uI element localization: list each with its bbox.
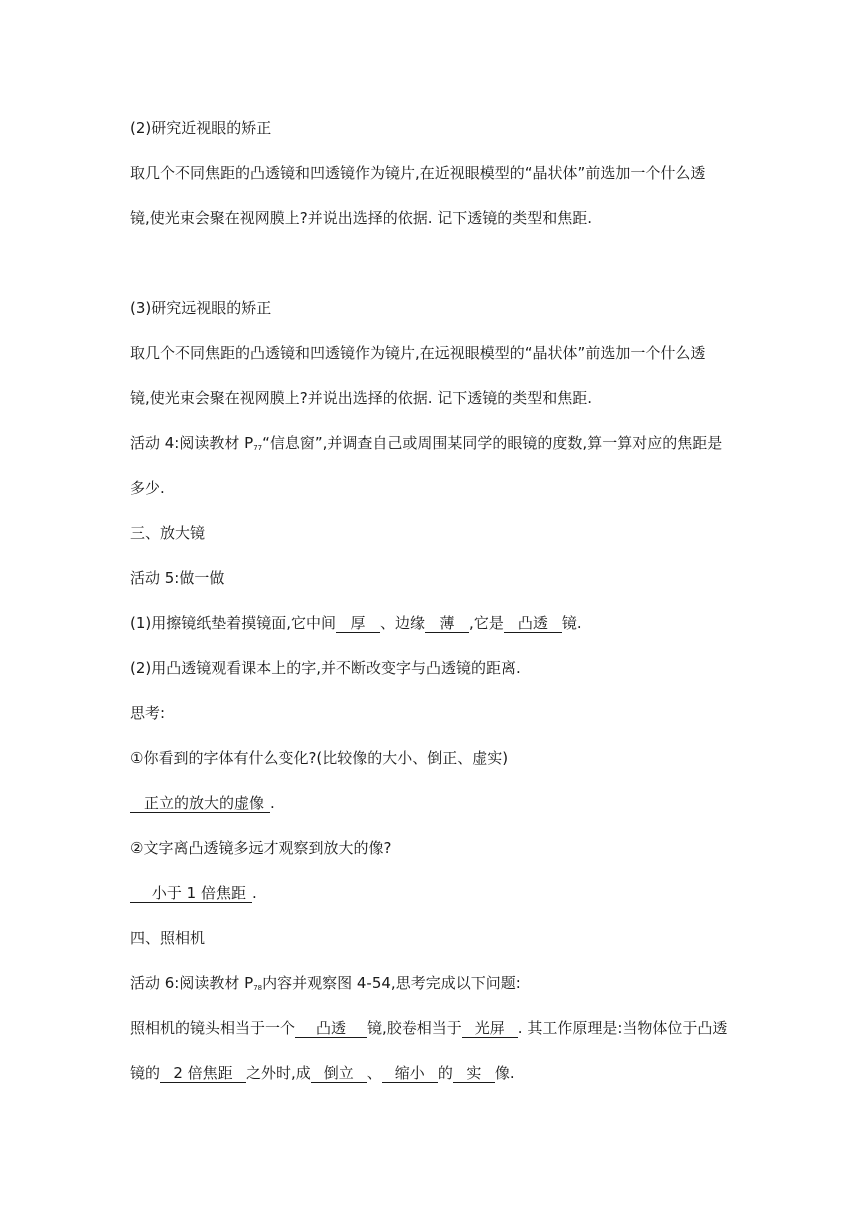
activity-6-page-number: 78	[253, 984, 263, 992]
section-3-line-2: 镜,使光束会聚在视网膜上?并说出选择的依据. 记下透镜的类型和焦距.	[130, 389, 593, 407]
a6-text-l2b: 之外时,成	[246, 1064, 311, 1082]
answer-blank-virtual-image: 正立的放大的虚像	[130, 794, 270, 813]
a6-text-l2d: 的	[437, 1064, 453, 1082]
think-question-2: ②文字离凸透镜多远才观察到放大的像?	[130, 839, 392, 857]
section-2-line-1: 取几个不同焦距的凸透镜和凹透镜作为镜片,在近视眼模型的“晶状体”前选加一个什么透	[130, 164, 706, 182]
q1-text-b: 、边缘	[380, 614, 426, 632]
heading-camera: 四、照相机	[130, 929, 206, 947]
a6-text-l2e: 像.	[494, 1064, 515, 1082]
answer-blank-real: 实	[453, 1064, 495, 1083]
activity-6-line-3	[130, 1063, 515, 1083]
q1-text-c: ,它是	[469, 614, 504, 632]
activity-5-title: 活动 5:做一做	[130, 569, 225, 587]
a6-text-l1b: 镜,胶卷相当于	[367, 1019, 462, 1037]
answer-blank-reduced: 缩小	[382, 1064, 438, 1083]
answer-blank-thick: 厚	[336, 614, 380, 633]
activity-5-question-1	[130, 613, 582, 633]
think-answer-2-line	[130, 883, 257, 903]
section-2-title: (2)研究近视眼的矫正	[130, 119, 272, 137]
activity-4-line-2: 多少.	[130, 479, 165, 497]
answer-blank-twice-focal: 2 倍焦距	[160, 1064, 246, 1083]
activity-6-line-1	[130, 973, 521, 998]
q1-text-a: (1)用擦镜纸垫着摸镜面,它中间	[130, 614, 337, 632]
heading-magnifier: 三、放大镜	[130, 524, 206, 542]
answer-blank-lens: 凸透	[295, 1019, 367, 1038]
think-question-1: ①你看到的字体有什么变化?(比较像的大小、倒正、虚实)	[130, 749, 509, 767]
period: .	[270, 794, 275, 812]
activity-5-question-2: (2)用凸透镜观看课本上的字,并不断改变字与凸透镜的距离.	[130, 659, 521, 677]
activity-4-line-1	[130, 433, 722, 458]
section-2-line-2: 镜,使光束会聚在视网膜上?并说出选择的依据. 记下透镜的类型和焦距.	[130, 209, 593, 227]
activity-6-line-2	[130, 1018, 727, 1038]
answer-blank-thin: 薄	[425, 614, 469, 633]
q1-text-d: 镜.	[561, 614, 582, 632]
section-3-line-1: 取几个不同焦距的凸透镜和凹透镜作为镜片,在远视眼模型的“晶状体”前选加一个什么透	[130, 344, 706, 362]
activity-6-text-a: 活动 6:阅读教材 P	[130, 974, 254, 992]
think-answer-1-line	[130, 793, 275, 813]
period: .	[252, 884, 257, 902]
answer-blank-convex: 凸透	[504, 614, 562, 633]
think-label: 思考:	[130, 704, 166, 722]
answer-blank-focal-length: 小于 1 倍焦距	[130, 884, 252, 903]
a6-text-l2a: 镜的	[130, 1064, 161, 1082]
activity-4-text-b: “信息窗”,并调查自己或周围某同学的眼镜的度数,算一算对应的焦距是	[262, 434, 723, 452]
a6-text-l2c: 、	[366, 1064, 382, 1082]
activity-4-page-number: 77	[253, 444, 263, 452]
answer-blank-inverted: 倒立	[311, 1064, 367, 1083]
section-3-title: (3)研究远视眼的矫正	[130, 299, 272, 317]
answer-blank-screen: 光屏	[462, 1019, 518, 1038]
activity-6-text-b: 内容并观察图 4-54,思考完成以下问题:	[262, 974, 521, 992]
a6-text-l1a: 照相机的镜头相当于一个	[130, 1019, 296, 1037]
activity-4-text-a: 活动 4:阅读教材 P	[130, 434, 254, 452]
a6-text-l1c: . 其工作原理是:当物体位于凸透	[517, 1019, 728, 1037]
